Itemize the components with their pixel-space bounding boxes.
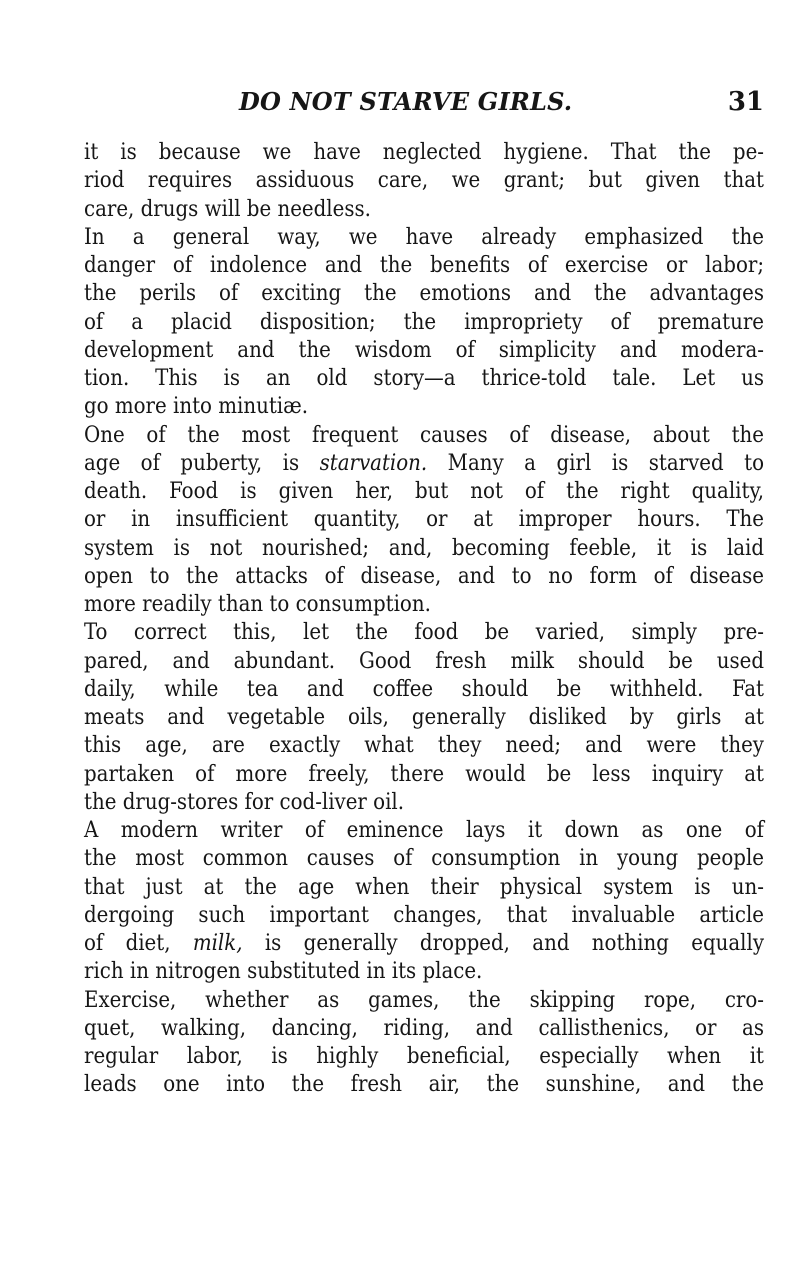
text-line: dergoing such important changes, that invaluable article [84, 902, 764, 928]
text-segment: Many a girl is starved to [427, 450, 764, 476]
italic-text: starvation. [319, 450, 428, 476]
text-line: system is not nourished; and, becoming feeble, it is laid [84, 535, 764, 561]
text-line: go more into minutiæ. [84, 394, 308, 420]
text-line: more readily than to consumption. [84, 592, 431, 617]
text-line: tion. This is an old story—a thrice-told tale. Let us [84, 366, 764, 391]
text-line: A modern writer of eminence lays it down as one of [84, 818, 764, 843]
text-line: open to the attacks of disease, and to no form of disease [84, 563, 764, 589]
page-header [82, 86, 767, 126]
text-line: that just at the age when their physical system is un- [84, 874, 764, 900]
text-line: meats and vegetable oils, generally disliked by girls at [84, 705, 764, 730]
text-line: danger of indolence and the benefits of exercise or labor; [84, 253, 764, 278]
page-number: 31 [727, 87, 764, 117]
text-line: care, drugs will be needless. [84, 196, 371, 222]
text-line: the most common causes of consumption in young people [84, 846, 764, 872]
text-line: daily, while tea and coffee should be withheld. Fat [84, 676, 764, 702]
text-line: riod requires assiduous care, we grant; but given that [84, 168, 764, 194]
text-line: partaken of more freely, there would be less inquiry at [84, 761, 764, 787]
text-line: or in insufficient quantity, or at improper hours. The [84, 507, 764, 533]
text-line: rich in nitrogen substituted in its place. [84, 959, 483, 985]
text-segment: is generally dropped, and nothing equally [242, 931, 764, 956]
text-line [84, 450, 764, 478]
text-line: of a placid disposition; the impropriety of premature [84, 309, 764, 335]
text-line: the drug-stores for cod-liver oil. [84, 789, 405, 815]
text-line: To correct this, let the food be varied, simply pre- [84, 620, 764, 646]
text-segment: age of puberty, is [84, 450, 320, 476]
text-line: death. Food is given her, but not of the right quality, [84, 479, 764, 504]
text-line: regular labor, is highly beneficial, especially when it [84, 1044, 764, 1069]
text-line: Exercise, whether as games, the skipping rope, cro- [84, 987, 764, 1013]
text-line: pared, and abundant. Good fresh milk should be used [84, 648, 764, 674]
text-segment: of diet, [84, 931, 193, 956]
text-line: quet, walking, dancing, riding, and callisthenics, or as [84, 1015, 764, 1041]
text-line: this age, are exactly what they need; and were they [84, 733, 764, 759]
text-line [84, 930, 764, 958]
italic-text: milk, [192, 931, 243, 956]
text-line: leads one into the fresh air, the sunshine, and the [84, 1072, 764, 1098]
text-line: development and the wisdom of simplicity and modera- [84, 337, 764, 363]
text-line: One of the most frequent causes of disease, about the [84, 422, 764, 448]
text-line: it is because we have neglected hygiene. That the pe- [84, 140, 764, 165]
text-line: In a general way, we have already emphasized the [84, 224, 764, 250]
body-text [84, 139, 764, 1100]
running-head: DO NOT STARVE GIRLS. [239, 87, 573, 116]
text-line: the perils of exciting the emotions and the advantages [84, 281, 764, 307]
